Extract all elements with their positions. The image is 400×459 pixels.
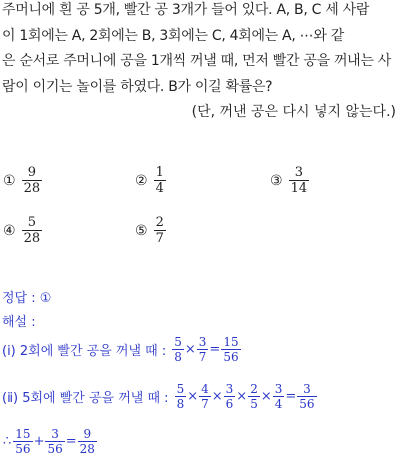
option-4-label: ④ [3, 222, 16, 239]
option-2-den: 4 [155, 181, 164, 196]
final-f1-den: 56 [15, 442, 31, 456]
case-2-label: (ⅱ) 5회에 빨간 공을 꺼낼 때 : [2, 391, 169, 406]
final-f2-den: 56 [47, 442, 63, 456]
case-1-f2-num: 3 [198, 335, 207, 349]
therefore-symbol: ∴ [3, 434, 12, 449]
option-2-num: 1 [155, 165, 164, 180]
final-result-num: 9 [83, 427, 92, 441]
option-1-label: ① [3, 172, 16, 189]
case-2-times-4: × [260, 389, 272, 404]
case-2-f3-den: 6 [225, 397, 234, 411]
option-3-label: ③ [270, 172, 283, 189]
question-line-2: 이 1회에는 A, 2회에는 B, 3회에는 C, 4회에는 A, ⋯와 같 [2, 28, 344, 44]
case-2-times-1: × [187, 389, 199, 404]
option-4-num: 5 [27, 215, 36, 230]
option-4[interactable] [3, 215, 42, 246]
option-2-label: ② [135, 172, 148, 189]
option-2[interactable] [135, 165, 166, 196]
case-2-f1-num: 5 [176, 382, 185, 396]
case-2-result-den: 56 [299, 397, 315, 411]
question-line-4: 람이 이기는 놀이를 하였다. B가 이길 확률은? [2, 79, 273, 95]
final-plus: + [33, 434, 45, 449]
case-1-f2-den: 7 [198, 350, 207, 364]
case-2 [2, 382, 317, 411]
case-2-f5-num: 3 [274, 382, 283, 396]
final-sum [2, 427, 97, 456]
case-2-equals: = [285, 389, 297, 404]
option-5-den: 7 [155, 231, 164, 246]
case-2-f5-den: 4 [274, 397, 283, 411]
option-5-num: 2 [155, 215, 164, 230]
case-1-label: (ⅰ) 2회에 빨간 공을 꺼낼 때 : [2, 344, 167, 359]
option-1[interactable] [3, 165, 42, 196]
case-2-f1-den: 8 [176, 397, 185, 411]
explanation-label: 해설 : [2, 315, 36, 330]
answer-text: 정답 : ① [2, 291, 52, 306]
case-2-times-2: × [211, 389, 223, 404]
option-1-den: 28 [23, 181, 41, 196]
final-result-den: 28 [79, 442, 95, 456]
final-f1-num: 15 [15, 427, 31, 441]
case-1-result-den: 56 [223, 350, 239, 364]
question-note: (단, 꺼낸 공은 다시 넣지 않는다.) [191, 104, 396, 120]
case-2-f4-num: 2 [250, 382, 258, 396]
case-1-times: × [184, 342, 196, 357]
option-3-num: 3 [294, 165, 303, 180]
case-1-f1-num: 5 [174, 335, 182, 349]
question-line-3: 은 순서로 주머니에 공을 1개씩 꺼낼 때, 먼저 빨간 공을 꺼내는 사 [2, 53, 392, 69]
case-2-f3-num: 3 [225, 382, 234, 396]
option-3-den: 14 [290, 181, 308, 196]
case-1-result-num: 15 [223, 335, 239, 349]
case-1-equals: = [209, 342, 221, 357]
case-2-times-3: × [236, 389, 248, 404]
case-2-result-num: 3 [303, 382, 311, 396]
case-2-f2-num: 4 [201, 382, 209, 396]
case-2-f4-den: 5 [250, 397, 258, 411]
case-1-f1-den: 8 [174, 350, 182, 364]
option-5[interactable] [135, 215, 166, 246]
final-equals: = [65, 434, 77, 449]
case-2-f2-den: 7 [201, 397, 209, 411]
final-f2-num: 3 [51, 427, 59, 441]
option-3[interactable] [270, 165, 309, 196]
case-1 [2, 335, 241, 364]
option-1-num: 9 [27, 165, 36, 180]
option-4-den: 28 [23, 231, 41, 246]
question-line-1: 주머니에 흰 공 5개, 빨간 공 3개가 들어 있다. A, B, C 세 사람 [2, 2, 370, 18]
option-5-label: ⑤ [135, 222, 148, 239]
